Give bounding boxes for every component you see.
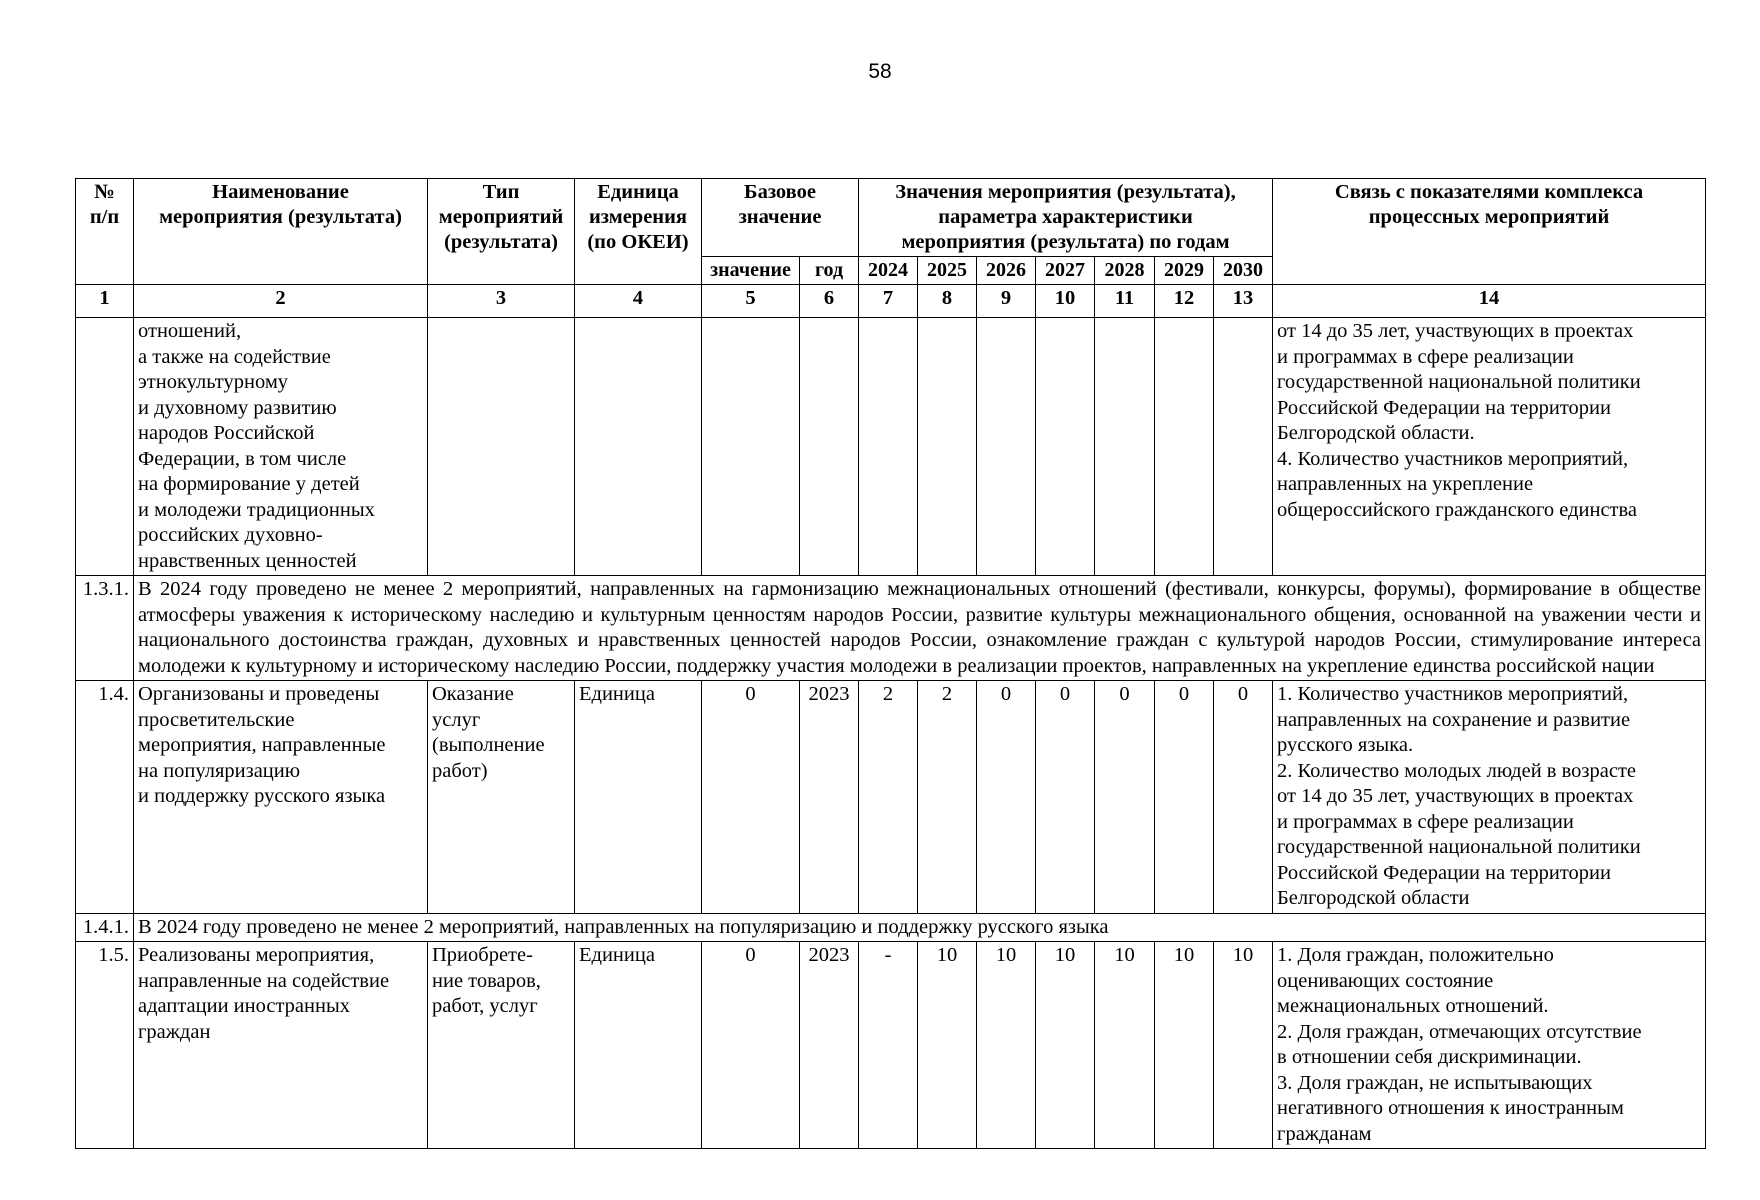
value-2024-cell: 2 [859,681,918,914]
activity-name-cell: Организованы и проведены просветительские мероприятия, направленные на популяризацию и поддержку русского языка [134,681,428,914]
value-2029-cell: 10 [1155,942,1214,1149]
indicator-link-cell: от 14 до 35 лет, участвующих в проектах и программах в сфере реализации государственной национальной политики Российской Федерации на территории Белгородской области. 4. Количество участников мероприятий, направленных на укрепление общероссийского гражданского единства [1273,318,1706,576]
column-number: 5 [702,285,800,318]
header-unit: Единица измерения (по ОКЕИ) [575,179,702,285]
column-number: 2 [134,285,428,318]
year-value-cell [859,318,918,576]
value-2030-cell: 10 [1214,942,1273,1149]
unit-cell [575,318,702,576]
row-number-cell: 1.4.1. [76,913,134,942]
table-row-1-4-1 [76,913,1706,942]
header-year-2024: 2024 [859,257,918,285]
unit-cell: Единица [575,942,702,1149]
year-value-cell [918,318,977,576]
column-number: 14 [1273,285,1706,318]
value-2026-cell: 0 [977,681,1036,914]
header-yearly-values: Значения мероприятия (результата), параметра характеристики мероприятия (результата) по годам [859,179,1273,257]
year-value-cell [1095,318,1155,576]
header-year-2027: 2027 [1036,257,1095,285]
header-activity-name: Наименование мероприятия (результата) [134,179,428,285]
activity-type-cell: Оказание услуг (выполнение работ) [428,681,575,914]
column-number: 7 [859,285,918,318]
activity-name-cell: Реализованы мероприятия, направленные на содействие адаптации иностранных граждан [134,942,428,1149]
column-number: 3 [428,285,575,318]
header-year-2030: 2030 [1214,257,1273,285]
year-value-cell [1214,318,1273,576]
column-number: 11 [1095,285,1155,318]
header-indicator-link: Связь с показателями комплекса процессных мероприятий [1273,179,1706,285]
result-description-cell: В 2024 году проведено не менее 2 мероприятий, направленных на гармонизацию межнациональных отношений (фестивали, конкурсы, форумы), формирование в обществе атмосферы уважения к историческому наследию и культурным ценностям народов России, развитие культуры межнационального общения, основанной на уважении чести и национального достоинства граждан, духовных и нравственных ценностей народов России, ознакомление граждан с культурой народов России, стимулирование интереса молодежи к культурному и историческому наследию России, поддержку участия молодежи в реализации проектов, направленных на укрепление единства российской нации [134,576,1706,681]
base-year-cell: 2023 [800,681,859,914]
activities-table [75,178,1706,1149]
value-2026-cell: 10 [977,942,1036,1149]
header-base-value-value: значение [702,257,800,285]
result-description-cell: В 2024 году проведено не менее 2 мероприятий, направленных на популяризацию и поддержку русского языка [134,913,1706,942]
value-2028-cell: 10 [1095,942,1155,1149]
row-number-cell: 1.3.1. [76,576,134,681]
base-year-cell: 2023 [800,942,859,1149]
table-row-1-3-1 [76,576,1706,681]
header-base-value-year: год [800,257,859,285]
header-year-2025: 2025 [918,257,977,285]
row-number-cell [76,318,134,576]
indicator-link-cell: 1. Количество участников мероприятий, направленных на сохранение и развитие русского языка. 2. Количество молодых людей в возрасте от 14 до 35 лет, участвующих в проектах и программах в сфере реализации государственной национальной политики Российской Федерации на территории Белгородской области [1273,681,1706,914]
activity-type-cell: Приобрете- ние товаров, работ, услуг [428,942,575,1149]
header-row [76,179,1706,257]
value-2027-cell: 0 [1036,681,1095,914]
value-2030-cell: 0 [1214,681,1273,914]
header-base-value: Базовое значение [702,179,859,257]
row-number-cell: 1.5. [76,942,134,1149]
column-number: 6 [800,285,859,318]
base-year-cell [800,318,859,576]
activity-name-cell: отношений, а также на содействие этнокультурному и духовному развитию народов Российской Федерации, в том числе на формирование у детей и молодежи традиционных российских духовно- нравственных ценностей [134,318,428,576]
year-value-cell [977,318,1036,576]
value-2029-cell: 0 [1155,681,1214,914]
activity-type-cell [428,318,575,576]
column-number: 8 [918,285,977,318]
column-number: 4 [575,285,702,318]
column-number: 13 [1214,285,1273,318]
column-number: 10 [1036,285,1095,318]
column-number: 1 [76,285,134,318]
year-value-cell [1155,318,1214,576]
base-value-cell: 0 [702,942,800,1149]
value-2027-cell: 10 [1036,942,1095,1149]
value-2028-cell: 0 [1095,681,1155,914]
table-row-1-5 [76,942,1706,1149]
header-year-2026: 2026 [977,257,1036,285]
header-year-2029: 2029 [1155,257,1214,285]
page-number: 58 [868,60,892,83]
base-value-cell [702,318,800,576]
indicator-link-cell: 1. Доля граждан, положительно оценивающих состояние межнациональных отношений. 2. Доля граждан, отмечающих отсутствие в отношении себя дискриминации. 3. Доля граждан, не испытывающих негативного отношения к иностранным гражданам [1273,942,1706,1149]
value-2024-cell: - [859,942,918,1149]
table-row-1-4 [76,681,1706,914]
header-number: № п/п [76,179,134,285]
value-2025-cell: 2 [918,681,977,914]
row-number-cell: 1.4. [76,681,134,914]
value-2025-cell: 10 [918,942,977,1149]
unit-cell: Единица [575,681,702,914]
column-number: 12 [1155,285,1214,318]
column-numbers-row [76,285,1706,318]
header-year-2028: 2028 [1095,257,1155,285]
base-value-cell: 0 [702,681,800,914]
year-value-cell [1036,318,1095,576]
header-activity-type: Тип мероприятий (результата) [428,179,575,285]
column-number: 9 [977,285,1036,318]
table-row-continuation [76,318,1706,576]
